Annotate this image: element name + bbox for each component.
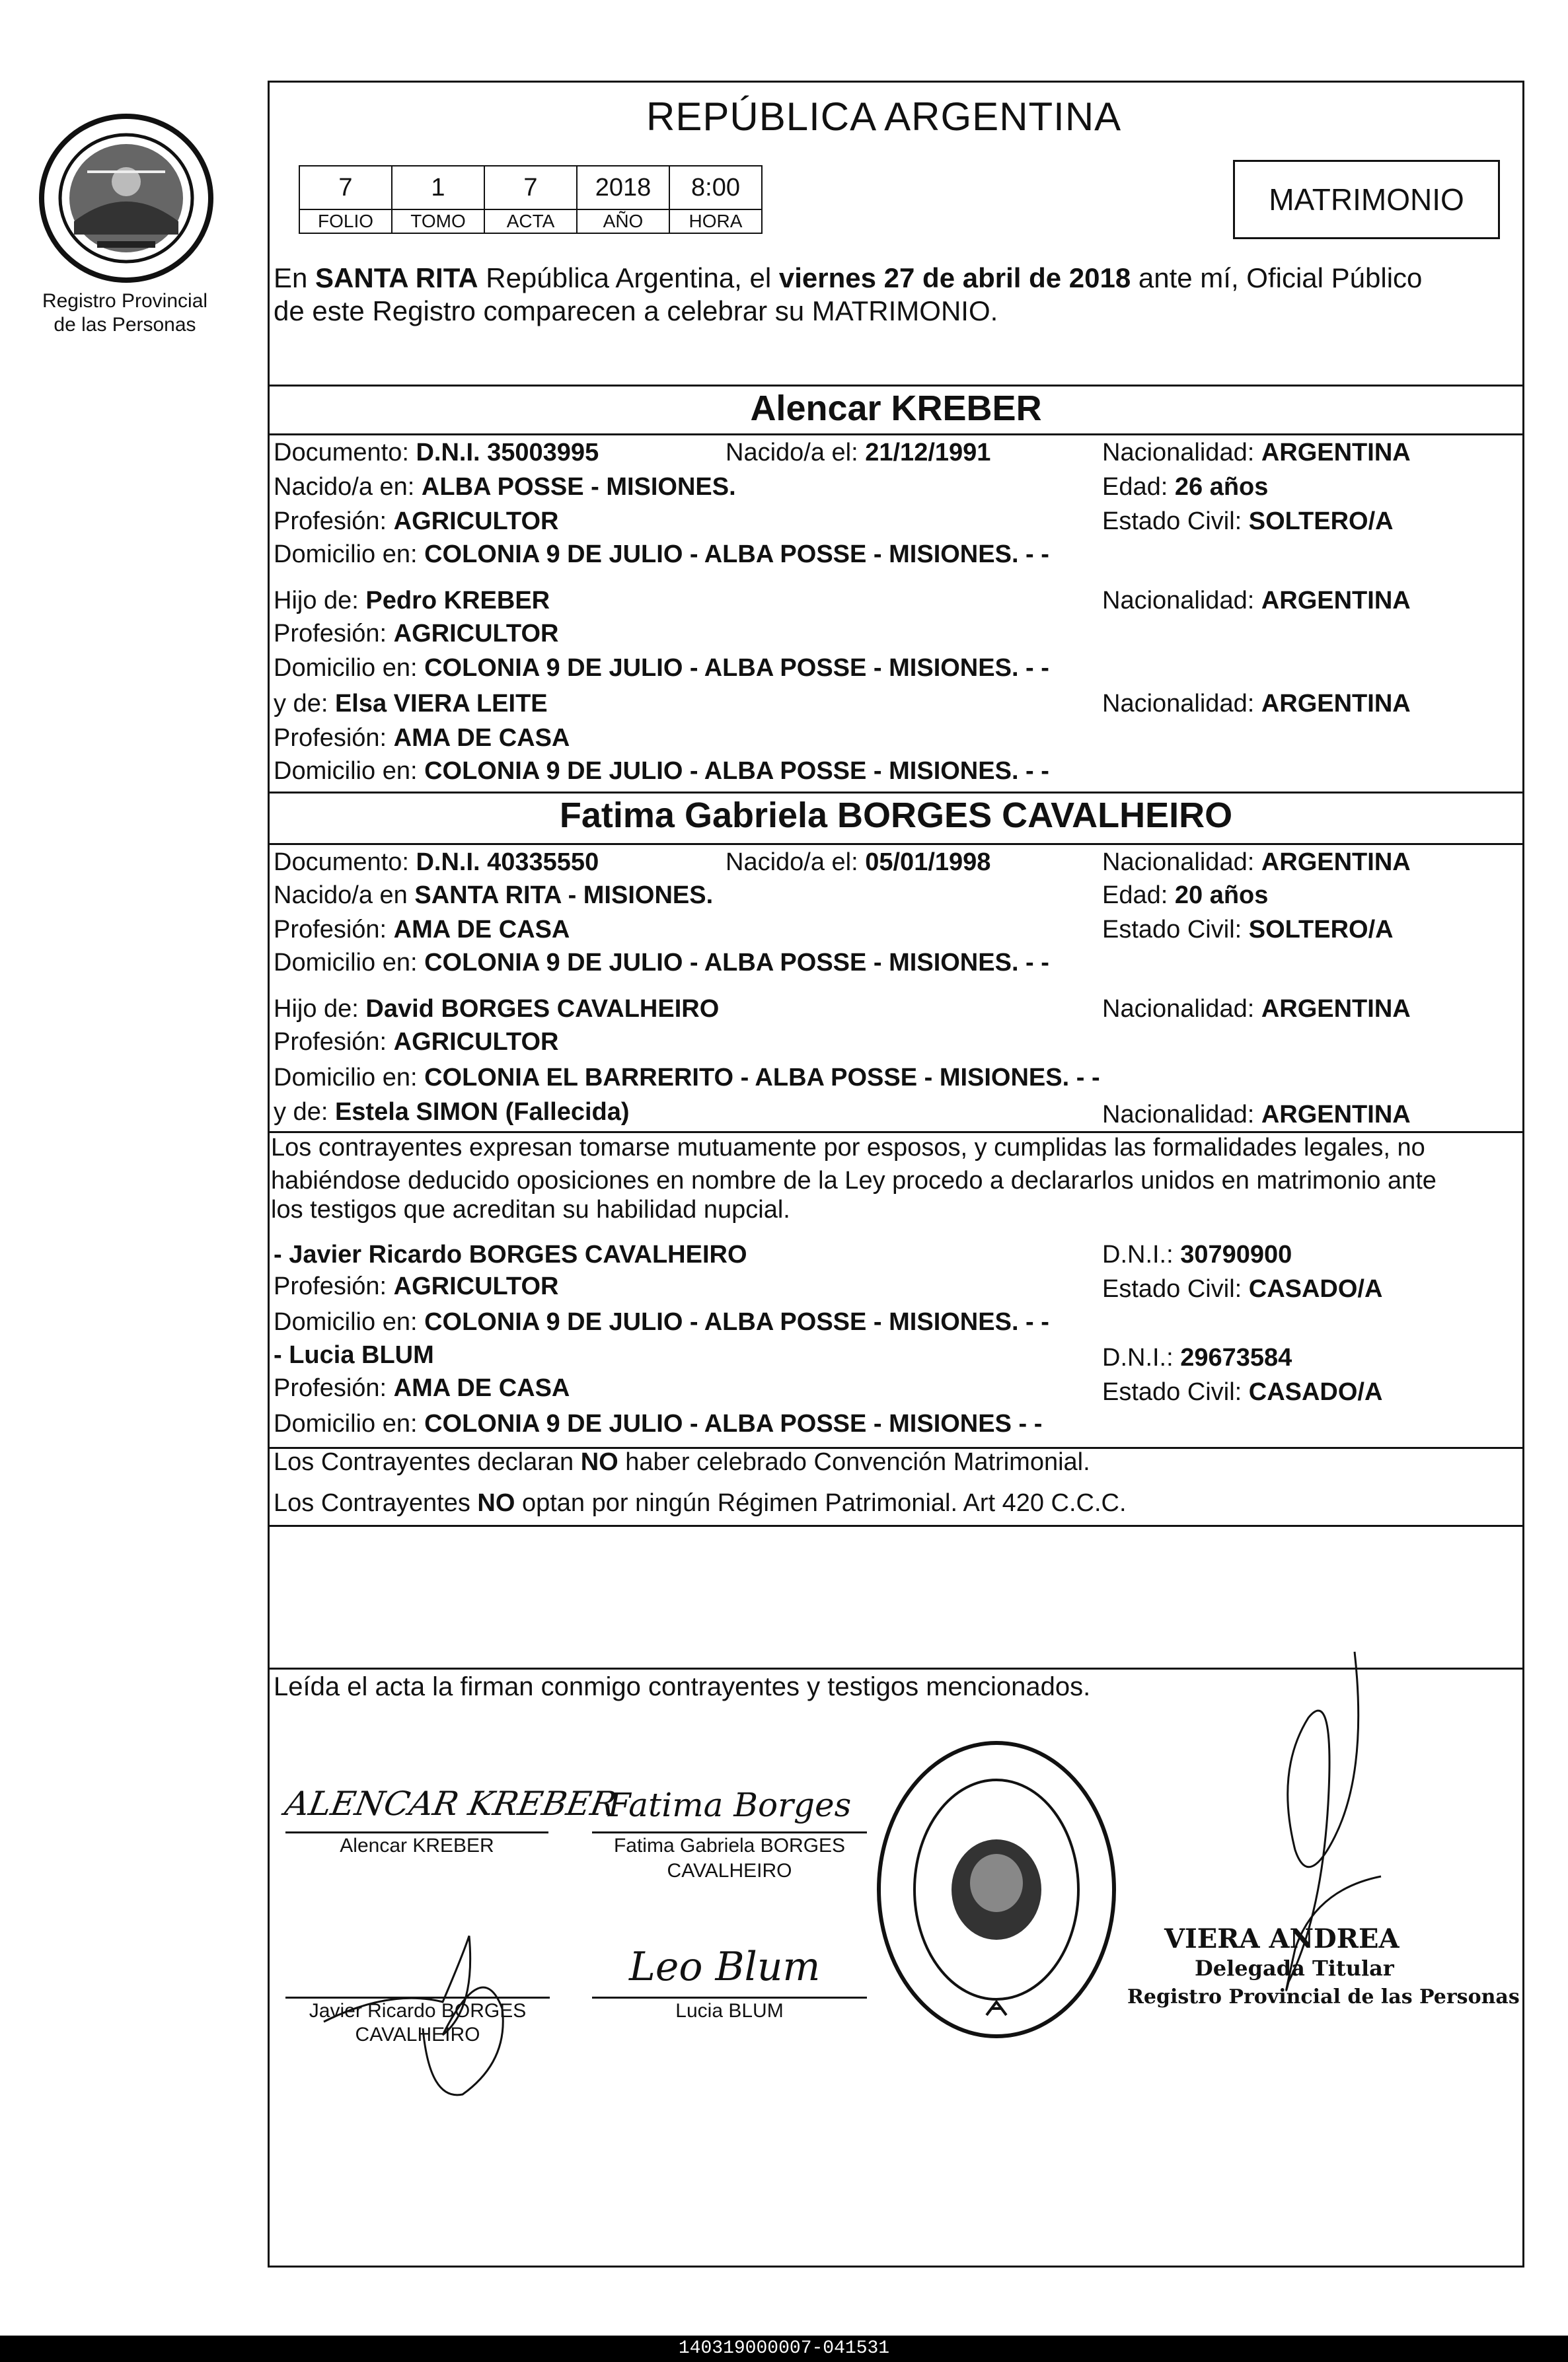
read-statement: Leída el acta la firman conmigo contrayentes y testigos mencionados. (274, 1672, 1091, 1701)
intro-text-a: En (274, 262, 316, 293)
intro-line2: de este Registro comparecen a celebrar su MATRIMONIO. (274, 295, 998, 326)
witness1-dni: D.N.I.: 30790900 (1102, 1241, 1292, 1269)
intro-date: viernes 27 de abril de 2018 (778, 262, 1131, 293)
groom-father: Hijo de: Pedro KREBER (274, 587, 550, 614)
bride-name: Fatima Gabriela BORGES CAVALHEIRO (559, 795, 1233, 835)
bride-birth-place: Nacido/a en SANTA RITA - MISIONES. (274, 881, 714, 909)
declaration-line3: los testigos que acreditan su habilidad nupcial. (271, 1196, 790, 1224)
folio-value: 7 (299, 166, 392, 209)
convention-line2: Los Contrayentes NO optan por ningún Régimen Patrimonial. Art 420 C.C.C. (274, 1489, 1127, 1517)
intro-line1 (274, 262, 1422, 295)
groom-mother-nationality: Nacionalidad: ARGENTINA (1102, 690, 1411, 718)
groom-signature-caption: Alencar KREBER (340, 1835, 494, 1857)
tomo-label: TOMO (392, 209, 484, 233)
bride-mother: y de: Estela SIMON (Fallecida) (274, 1098, 630, 1126)
bride-father-nationality: Nacionalidad: ARGENTINA (1102, 995, 1411, 1023)
bride-birth-date: Nacido/a el: 05/01/1998 (726, 848, 991, 876)
logo-caption-line1: Registro Provincial (42, 290, 208, 312)
witness2-civil-status: Estado Civil: CASADO/A (1102, 1378, 1383, 1406)
registry-logo (34, 109, 218, 287)
witness1-signature-caption-1: Javier Ricardo BORGES (309, 2000, 527, 2022)
record-number-table (299, 165, 763, 234)
groom-civil-status: Estado Civil: SOLTERO/A (1102, 507, 1394, 535)
witness2-name: - Lucia BLUM (274, 1341, 434, 1369)
official-stamp-registry: Registro Provincial de las Personas (1127, 1985, 1520, 2009)
bride-document: Documento: D.N.I. 40335550 (274, 848, 599, 876)
groom-mother-profession: Profesión: AMA DE CASA (274, 724, 570, 752)
bride-signature-caption-2: CAVALHEIRO (667, 1860, 792, 1882)
bride-civil-status: Estado Civil: SOLTERO/A (1102, 916, 1394, 943)
intro-place: SANTA RITA (315, 262, 478, 293)
bride-handwritten-signature: Fatima Borges (608, 1786, 852, 1824)
bride-signature-caption-1: Fatima Gabriela BORGES (613, 1835, 846, 1857)
province-seal-icon (34, 109, 218, 287)
tomo-value: 1 (392, 166, 484, 209)
groom-handwritten-signature: ALENCAR KREBER (281, 1785, 619, 1823)
intro-text-c: ante mí, Oficial Público (1131, 262, 1423, 293)
bride-mother-nationality: Nacionalidad: ARGENTINA (1102, 1101, 1411, 1128)
groom-age: Edad: 26 años (1102, 473, 1269, 501)
witness1-name: - Javier Ricardo BORGES CAVALHEIRO (274, 1241, 747, 1269)
groom-father-address: Domicilio en: COLONIA 9 DE JULIO - ALBA POSSE - MISIONES. - - (274, 654, 1049, 682)
groom-birth-date: Nacido/a el: 21/12/1991 (726, 439, 991, 466)
groom-father-profession: Profesión: AGRICULTOR (274, 620, 559, 647)
logo-caption (20, 289, 230, 337)
hora-value: 8:00 (669, 166, 762, 209)
groom-profession: Profesión: AGRICULTOR (274, 507, 559, 535)
groom-father-nationality: Nacionalidad: ARGENTINA (1102, 587, 1411, 614)
bride-father: Hijo de: David BORGES CAVALHEIRO (274, 995, 720, 1023)
intro-text-b: República Argentina, el (478, 262, 779, 293)
hora-label: HORA (669, 209, 762, 233)
witness1-address: Domicilio en: COLONIA 9 DE JULIO - ALBA POSSE - MISIONES. - - (274, 1308, 1049, 1336)
witness2-dni: D.N.I.: 29673584 (1102, 1344, 1292, 1372)
logo-caption-line2: de las Personas (54, 314, 196, 336)
record-type-box: MATRIMONIO (1233, 160, 1500, 239)
anio-label: AÑO (577, 209, 669, 233)
bride-father-address: Domicilio en: COLONIA EL BARRERITO - ALBA POSSE - MISIONES. - - (274, 1064, 1100, 1091)
acta-label: ACTA (484, 209, 577, 233)
witness2-profession: Profesión: AMA DE CASA (274, 1374, 570, 1402)
groom-birth-place: Nacido/a en: ALBA POSSE - MISIONES. (274, 473, 736, 501)
bride-age: Edad: 20 años (1102, 881, 1269, 909)
country-title: REPÚBLICA ARGENTINA (646, 94, 1122, 139)
witness1-signature-caption-2: CAVALHEIRO (355, 2024, 480, 2046)
folio-label: FOLIO (299, 209, 392, 233)
groom-document: Documento: D.N.I. 35003995 (274, 439, 599, 466)
groom-mother-address: Domicilio en: COLONIA 9 DE JULIO - ALBA POSSE - MISIONES. - - (274, 757, 1049, 785)
official-stamp-name: VIERA ANDREA (1164, 1923, 1400, 1954)
bride-nationality: Nacionalidad: ARGENTINA (1102, 848, 1411, 876)
anio-value: 2018 (577, 166, 669, 209)
acta-value: 7 (484, 166, 577, 209)
witness2-signature-caption: Lucia BLUM (675, 2000, 784, 2022)
witness1-profession: Profesión: AGRICULTOR (274, 1273, 559, 1300)
official-stamp-title: Delegada Titular (1195, 1956, 1394, 1981)
bride-address: Domicilio en: COLONIA 9 DE JULIO - ALBA POSSE - MISIONES. - - (274, 949, 1049, 977)
groom-name: Alencar KREBER (750, 388, 1042, 428)
declaration-line2: habiéndose deducido oposiciones en nombre de la Ley procedo a declararlos unidos en matrimonio ante (271, 1167, 1437, 1195)
declaration-line1: Los contrayentes expresan tomarse mutuamente por esposos, y cumplidas las formalidades legales, no (271, 1134, 1425, 1162)
groom-nationality: Nacionalidad: ARGENTINA (1102, 439, 1411, 466)
groom-address: Domicilio en: COLONIA 9 DE JULIO - ALBA POSSE - MISIONES. - - (274, 540, 1049, 568)
witness2-handwritten-signature: Leo Blum (629, 1944, 821, 1990)
registry-delegation-seal-icon (871, 1738, 1122, 2042)
witness1-civil-status: Estado Civil: CASADO/A (1102, 1275, 1383, 1303)
convention-line1: Los Contrayentes declaran NO haber celebrado Convención Matrimonial. (274, 1448, 1090, 1476)
bride-profession: Profesión: AMA DE CASA (274, 916, 570, 943)
document-barcode-number: 140319000007-041531 (0, 2336, 1568, 2362)
witness2-address: Domicilio en: COLONIA 9 DE JULIO - ALBA POSSE - MISIONES - - (274, 1410, 1043, 1438)
groom-mother: y de: Elsa VIERA LEITE (274, 690, 548, 718)
bride-father-profession: Profesión: AGRICULTOR (274, 1028, 559, 1056)
